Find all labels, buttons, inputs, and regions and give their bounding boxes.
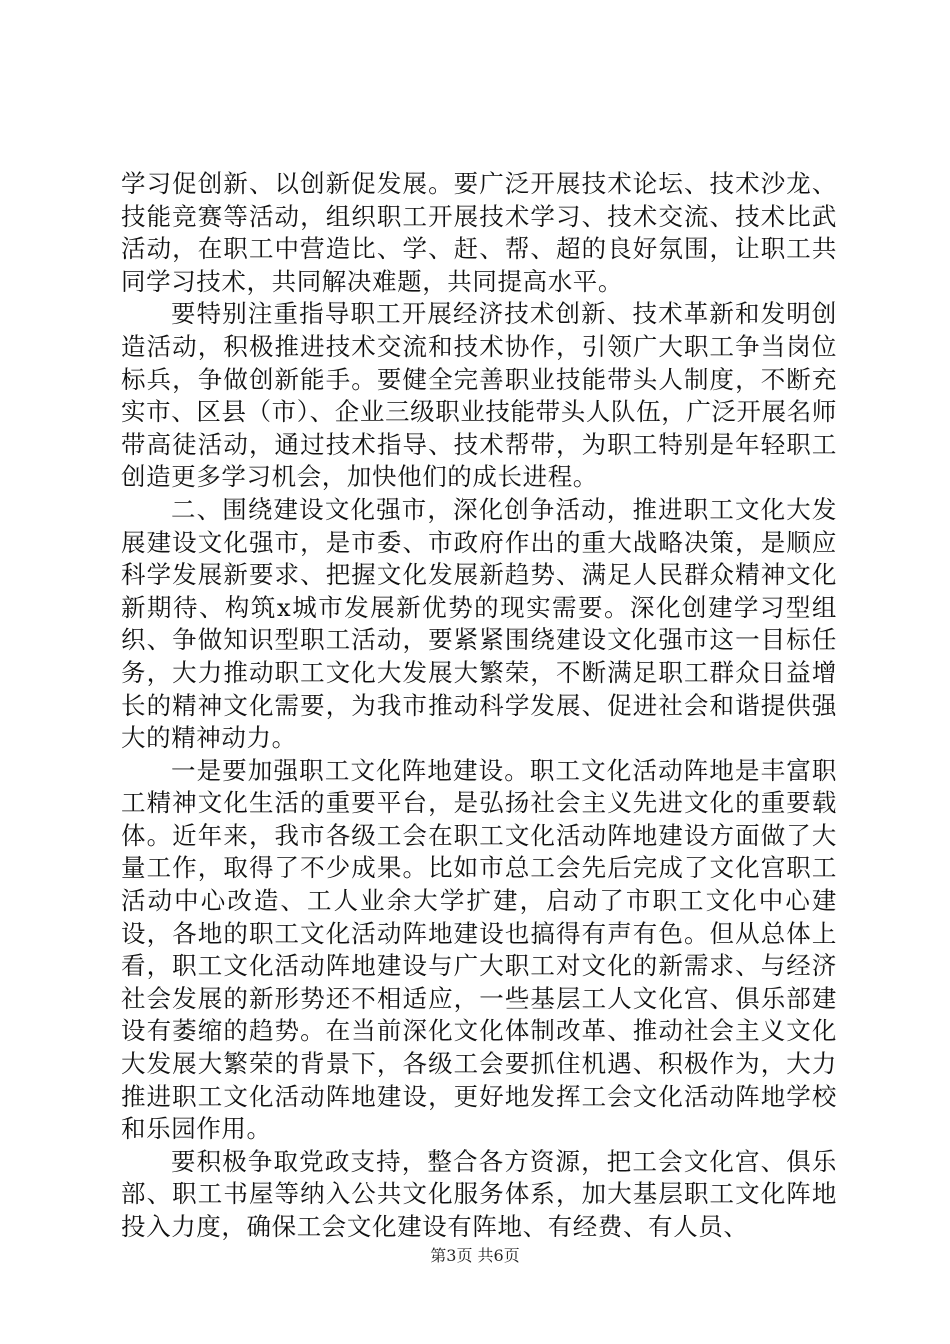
paragraph-3: 二、围绕建设文化强市，深化创争活动，推进职工文化大发展建设文化强市，是市委、市政府作出的重大战略决策，是顺应科学发展新要求、把握文化发展新趋势、满足人民群众精神文化新期待、构筑x城市发展新优势的现实需要。深化创建学习型组织、争做知识型职工活动，要紧紧围绕建设文化强市这一目标任务，大力推动职工文化大发展大繁荣，不断满足职工群众日益增长的精神文化需要，为我市推动科学发展、促进社会和谐提供强大的精神动力。 <box>121 494 837 753</box>
paragraph-1: 学习促创新、以创新促发展。要广泛开展技术论坛、技术沙龙、技能竞赛等活动，组织职工开展技术学习、技术交流、技术比武活动，在职工中营造比、学、赶、帮、超的良好氛围，让职工共同学习技术，共同解决难题，共同提高水平。 <box>121 169 837 296</box>
paragraph-4: 一是要加强职工文化阵地建设。职工文化活动阵地是丰富职工精神文化生活的重要平台，是弘扬社会主义先进文化的重要载体。近年来，我市各级工会在职工文化活动阵地建设方面做了大量工作，取得了不少成果。比如市总工会先后完成了文化宫职工活动中心改造、工人业余大学扩建，启动了市职工文化中心建设，各地的职工文化活动阵地建设也搞得有声有色。但从总体上看，职工文化活动阵地建设与广大职工对文化的新需求、与经济社会发展的新形势还不相适应，一些基层工人文化宫、俱乐部建设有萎缩的趋势。在当前深化文化体制改革、推动社会主义文化大发展大繁荣的背景下，各级工会要抓住机遇、积极作为，大力推进职工文化活动阵地建设，更好地发挥工会文化活动阵地学校和乐园作用。 <box>121 755 837 1144</box>
page-footer: 第3页 共6页 <box>430 1246 520 1265</box>
paragraph-5: 要积极争取党政支持，整合各方资源，把工会文化宫、俱乐部、职工书屋等纳入公共文化服务体系，加大基层职工文化阵地投入力度，确保工会文化建设有阵地、有经费、有人员、 <box>121 1146 837 1241</box>
body-text <box>121 168 837 1244</box>
paragraph-2: 要特别注重指导职工开展经济技术创新、技术革新和发明创造活动，积极推进技术交流和技术协作，引领广大职工争当岗位标兵，争做创新能手。要健全完善职业技能带头人制度，不断充实市、区县（市）、企业三级职业技能带头人队伍，广泛开展名师带高徒活动，通过技术指导、技术帮带，为职工特别是年轻职工创造更多学习机会，加快他们的成长进程。 <box>121 299 837 492</box>
